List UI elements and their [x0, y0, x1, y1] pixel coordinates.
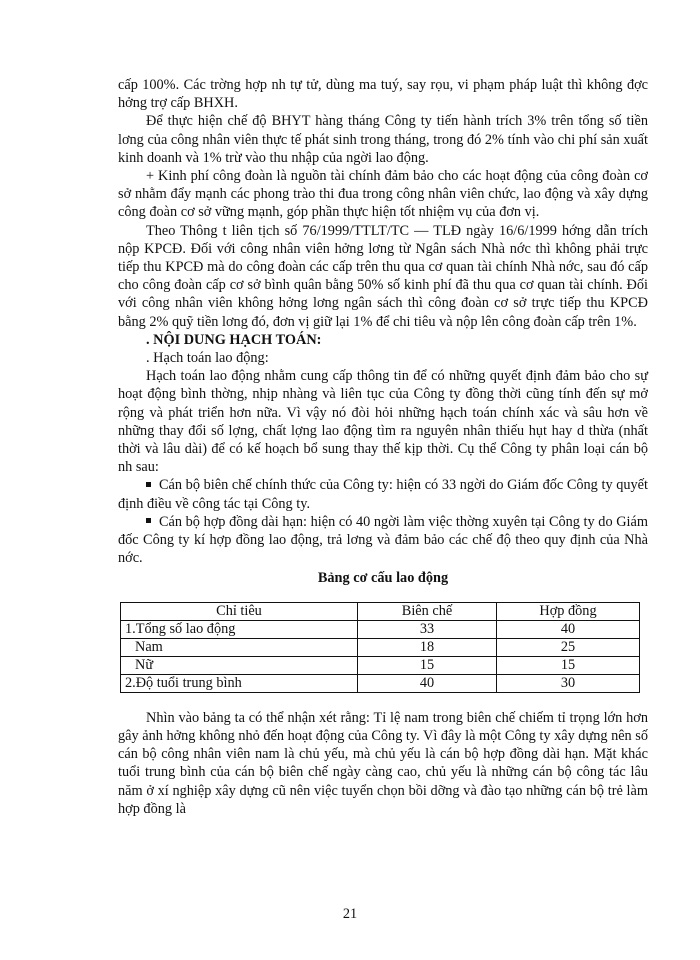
- table-cell: 15: [358, 656, 497, 674]
- column-header: Chỉ tiêu: [121, 602, 358, 620]
- table-cell: 33: [358, 620, 497, 638]
- table-row: [121, 674, 640, 692]
- table-cell: 18: [358, 638, 497, 656]
- bullet-icon: [146, 482, 151, 487]
- bullet-icon: [146, 518, 151, 523]
- labor-structure-table: [120, 602, 640, 693]
- paragraph-labor-accounting: Hạch toán lao động nhằm cung cấp thông tin để có những quyết định đảm bảo cho sự hoạt động bình thờng, nhịp nhàng và liên tục của Công ty đồng thời cũng tính đến sự mở rộng và phát triển hơn nữa. Vì vậy nó đòi hỏi những hạch toán chính xác và sâu hơn về những thay đổi số lợng, chất lợng lao động tìm ra nguyên nhân thiếu hụt hay d thừa (nhất thời và lâu dài) để có kế hoạch bổ sung thay thế kịp thời. Cụ thể Công ty phân loại cán bộ nh sau:: [118, 368, 648, 476]
- section-heading: . NỘI DUNG HẠCH TOÁN:: [146, 331, 322, 348]
- paragraph-analysis: Nhìn vào bảng ta có thể nhận xét rằng: Tỉ lệ nam trong biên chế chiếm tỉ trọng lớn hơn gây ảnh hởng không nhỏ đến hoạt động của Công ty. Vì đây là một Công ty xây dựng nên số cán bộ công nhân viên nam là chủ yếu, mà chủ yếu là cán bộ hợp đồng dài hạn. Mặt khác tuổi trung bình của cán bộ biên chế ngày càng cao, chủ yếu là những cán bộ công tác lâu năm ở xí nghiệp xây dựng cũ nên việc tuyển chọn bồi dỡng và đào tạo những cán bộ trẻ làm hợp đồng là: [118, 709, 648, 817]
- table-cell: Nữ: [121, 656, 358, 674]
- page-number: 21: [342, 906, 358, 922]
- paragraph-circular: Theo Thông t liên tịch số 76/1999/TTLT/TC — TLĐ ngày 16/6/1999 hớng dẫn trích nộp KPCĐ. Đối với công nhân viên hởng lơng từ Ngân sách Nhà nớc thì không phải trực tiếp thu KPCĐ mà do công đoàn các cấp trên thu qua cơ quan tài chính Nhà nớc, sau đó cấp cho công đoàn cấp cơ sở bình quân bằng 50% số kinh phí đã thu qua cơ quan tài chính. Đối với công nhân viên không hởng lơng ngân sách thì công đoàn cơ sở trực tiếp thu KPCĐ bằng 2% quỹ tiền lơng đó, đơn vị giữ lại 1% để chi tiêu và nộp lên công đoàn cấp trên 1%.: [118, 222, 648, 330]
- bullet-item: [118, 513, 648, 568]
- table-cell: 15: [497, 656, 640, 674]
- table-cell: 2.Độ tuổi trung bình: [121, 674, 358, 692]
- table-title: Bảng cơ cấu lao động: [317, 570, 449, 587]
- bullet-item: [118, 476, 648, 512]
- document-page: [118, 76, 648, 818]
- paragraph-bhyt: Để thực hiện chế độ BHYT hàng tháng Công ty tiến hành trích 3% trên tổng số tiền lơng của công nhân viên thực tế phát sinh trong tháng, trong đó 2% tính vào chi phí sản xuất kinh doanh và 1% trừ vào thu nhập của ngời lao động.: [118, 113, 648, 166]
- table-header-row: [121, 602, 640, 620]
- bullet-text: Cán bộ hợp đồng dài hạn: hiện có 40 ngời làm việc thờng xuyên tại Công ty do Giám đốc Công ty kí hợp đồng lao động, trả lơng và đảm bảo các chế độ theo quy định của Nhà nớc.: [118, 513, 648, 567]
- table-cell: 30: [497, 674, 640, 692]
- bullet-text: Cán bộ biên chế chính thức của Công ty: hiện có 33 ngời do Giám đốc Công ty quyết định điều về công tác tại Công ty.: [118, 477, 648, 512]
- column-header: Biên chế: [358, 602, 497, 620]
- table-cell: 25: [497, 638, 640, 656]
- subsection-heading: . Hạch toán lao động:: [146, 350, 269, 367]
- table-row: [121, 656, 640, 674]
- table-row: [121, 620, 640, 638]
- table-cell: Nam: [121, 638, 358, 656]
- paragraph-bhxh: cấp 100%. Các trờng hợp nh tự tử, dùng ma tuý, say rọu, vi phạm pháp luật thì không đợc hởng trợ cấp BHXH.: [118, 77, 648, 112]
- paragraph-kpcd: + Kinh phí công đoàn là nguồn tài chính đảm bảo cho các hoạt động của công đoàn cơ sở nhằm đẩy mạnh các phong trào thi đua trong công nhân viên chức, lao động và xây dựng công đoàn cơ sở vững mạnh, góp phần thực hiện tốt nhiệm vụ của đơn vị.: [118, 168, 648, 221]
- table-row: [121, 638, 640, 656]
- column-header: Hợp đồng: [497, 602, 640, 620]
- table-cell: 1.Tổng số lao động: [121, 620, 358, 638]
- table-cell: 40: [497, 620, 640, 638]
- table-cell: 40: [358, 674, 497, 692]
